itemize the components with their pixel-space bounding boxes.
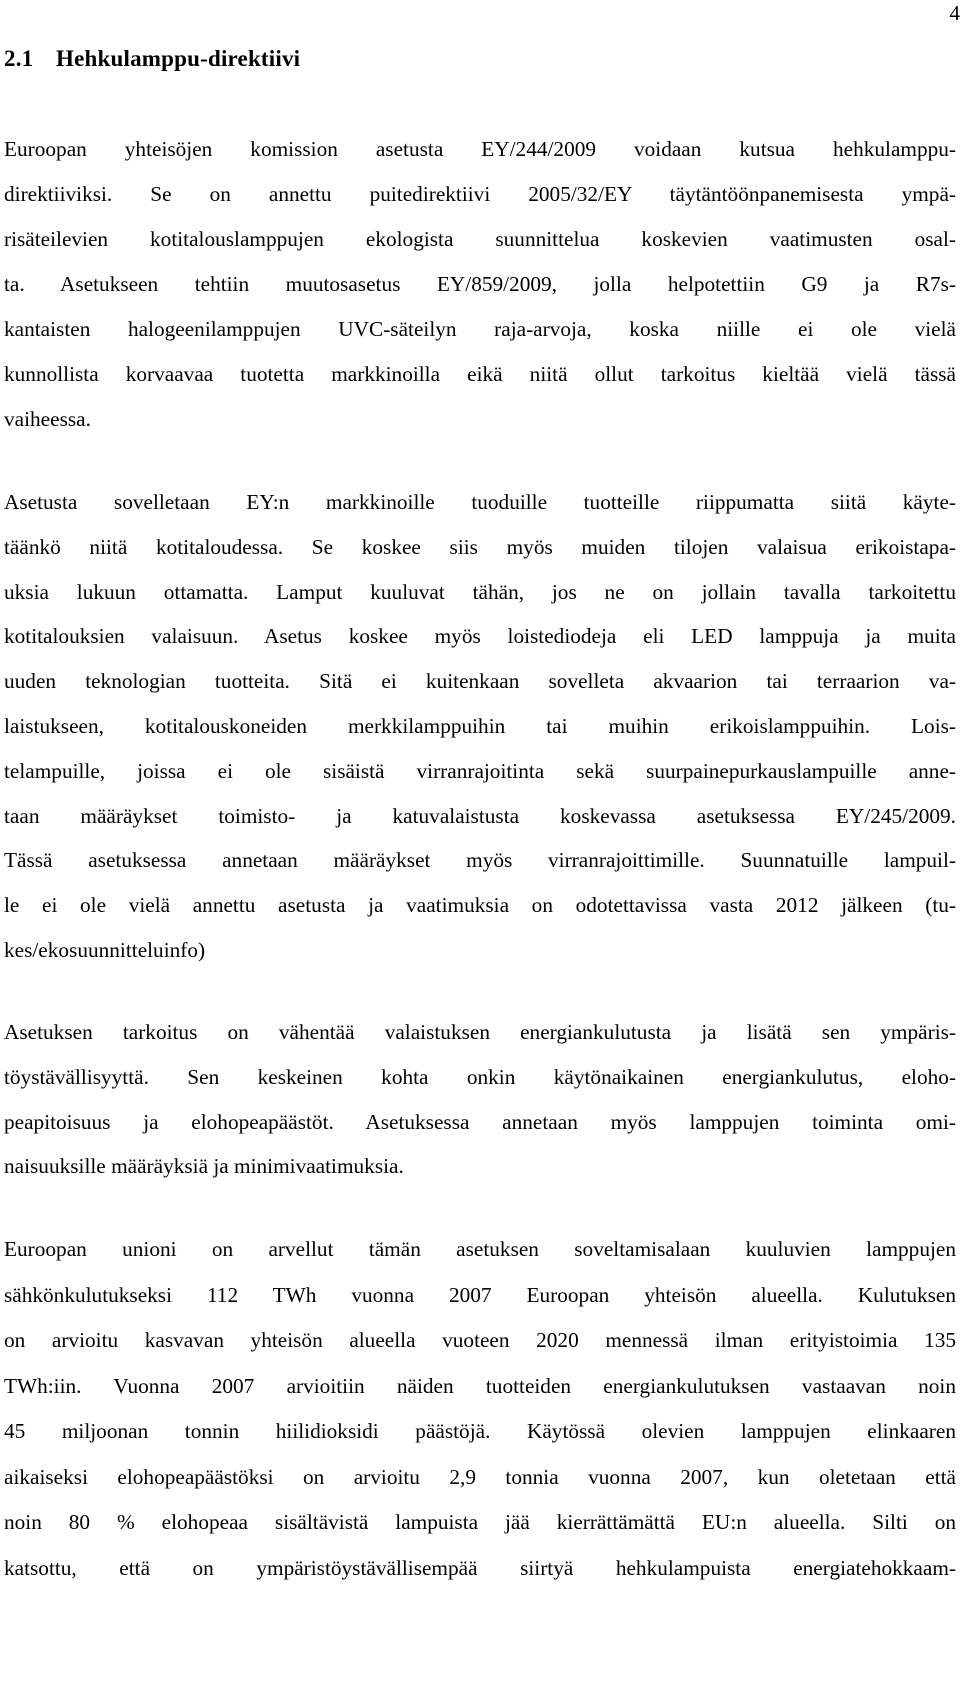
text-line: uksia lukuun ottamatta. Lamput kuuluvat tähän, jos ne on jollain tavalla tarkoitettu — [4, 579, 956, 604]
text-line: sähkönkulutukseksi 112 TWh vuonna 2007 Euroopan yhteisön alueella. Kulutuksen — [4, 1282, 956, 1307]
text-line: 45 miljoonan tonnin hiilidioksidi päästöjä. Käytössä olevien lamppujen elinkaaren — [4, 1419, 956, 1443]
text-line: kotitalouksien valaisuun. Asetus koskee myös loistediodeja eli LED lamppuja ja muita — [4, 624, 956, 649]
text-line: Asetusta sovelletaan EY:n markkinoille tuoduille tuotteille riippumatta siitä käyte- — [4, 490, 956, 514]
section-title: Hehkulamppu-direktiivi — [56, 46, 301, 71]
text-line: katsottu, että on ympäristöystävällisempää siirtyä hehkulampuista energiatehokkaam- — [4, 1555, 956, 1580]
text-line: vaiheessa. — [4, 407, 91, 431]
text-line: kunnollista korvaavaa tuotetta markkinoilla eikä niitä ollut tarkoitus kieltää vielä tässä — [4, 362, 956, 386]
text-line: Tässä asetuksessa annetaan määräykset myös virranrajoittimille. Suunnatuille lampuil- — [4, 848, 956, 873]
text-line: taan määräykset toimisto- ja katuvalaistusta koskevassa asetuksessa EY/245/2009. — [4, 803, 956, 828]
text-line: kantaisten halogeenilamppujen UVC-säteilyn raja-arvoja, koska niille ei ole vielä — [4, 317, 956, 341]
text-line: naisuuksille määräyksiä ja minimivaatimuksia. — [4, 1154, 404, 1179]
text-line: ta. Asetukseen tehtiin muutosasetus EY/859/2009, jolla helpotettiin G9 ja R7s- — [4, 272, 956, 296]
section-heading — [4, 44, 300, 74]
text-line: uuden teknologian tuotteita. Sitä ei kuitenkaan sovelleta akvaarion tai terraarion va- — [4, 669, 956, 694]
text-line: täänkö niitä kotitaloudessa. Se koskee siis myös muiden tilojen valaisua erikoistapa- — [4, 534, 956, 559]
text-line: noin 80 % elohopeaa sisältävistä lampuista jää kierrättämättä EU:n alueella. Silti on — [4, 1510, 956, 1534]
paragraph-consumption — [4, 1227, 956, 1591]
page-number: 4 — [949, 1, 960, 25]
text-line: Euroopan yhteisöjen komission asetusta EY/244/2009 voidaan kutsua hehkulamppu- — [4, 137, 956, 161]
paragraph-purpose — [4, 1010, 956, 1189]
text-line: telampuille, joissa ei ole sisäistä virranrajoitinta sekä suurpainepurkauslampuille anne- — [4, 758, 956, 783]
text-line: risäteilevien kotitalouslamppujen ekologista suunnittelua koskevien vaatimusten osal- — [4, 227, 956, 251]
section-number: 2.1 — [4, 46, 34, 71]
text-line: töystävällisyyttä. Sen keskeinen kohta onkin käytönaikainen energiankulutus, eloho- — [4, 1064, 956, 1089]
text-line: laistukseen, kotitalouskoneiden merkkilamppuihin tai muihin erikoislamppuihin. Lois- — [4, 713, 956, 738]
text-line: TWh:iin. Vuonna 2007 arvioitiin näiden tuotteiden energiankulutuksen vastaavan noin — [4, 1373, 956, 1398]
text-line: aikaiseksi elohopeapäästöksi on arvioitu 2,9 tonnia vuonna 2007, kun oletetaan että — [4, 1464, 956, 1489]
text-line: direktiiviksi. Se on annettu puitedirektiivi 2005/32/EY täytäntöönpanemisesta ympä- — [4, 182, 956, 206]
text-line: kes/ekosuunnitteluinfo) — [4, 937, 206, 962]
text-line: peapitoisuus ja elohopeapäästöt. Asetuksessa annetaan myös lamppujen toiminta omi- — [4, 1109, 956, 1134]
text-line: Asetuksen tarkoitus on vähentää valaistuksen energiankulutusta ja lisätä sen ympäris- — [4, 1020, 956, 1044]
text-line: le ei ole vielä annettu asetusta ja vaatimuksia on odotettavissa vasta 2012 jälkeen (tu- — [4, 893, 956, 918]
paragraph-scope — [4, 480, 956, 973]
text-line: on arvioitu kasvavan yhteisön alueella vuoteen 2020 mennessä ilman erityistoimia 135 — [4, 1328, 956, 1352]
paragraph-intro — [4, 127, 956, 442]
text-line: Euroopan unioni on arvellut tämän asetuksen soveltamisalaan kuuluvien lamppujen — [4, 1237, 956, 1261]
